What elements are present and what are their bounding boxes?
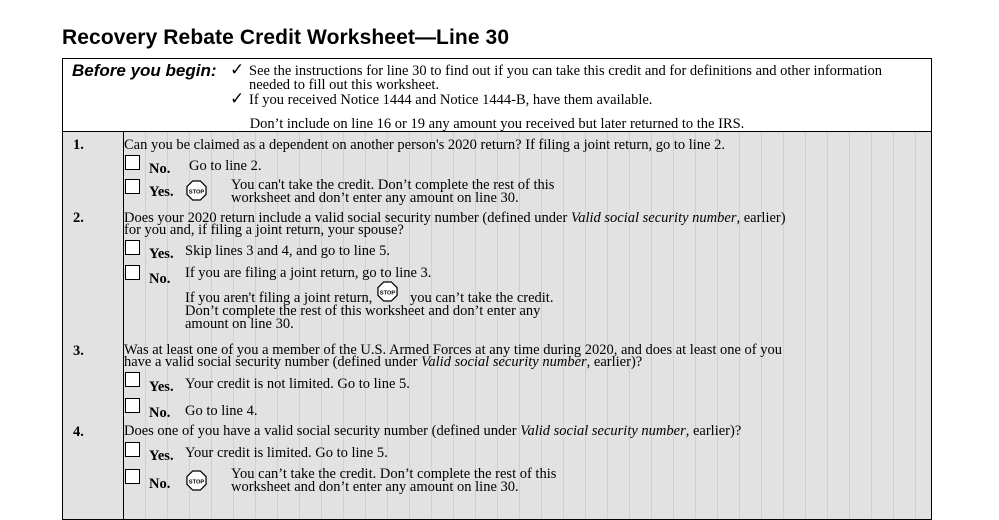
line-3-yes-checkbox[interactable] — [125, 372, 140, 387]
line-4-yes-checkbox[interactable] — [125, 442, 140, 457]
checkmark-icon: ✓ — [230, 60, 245, 80]
before-check1-line1: See the instructions for line 30 to find out if you can take this credit and for definitions and other information — [249, 63, 883, 79]
line-4-yes-text: Your credit is limited. Go to line 5. — [185, 445, 388, 461]
line-2-yes-checkbox[interactable] — [125, 240, 140, 255]
line-3-yes-text: Your credit is not limited. Go to line 5. — [185, 376, 410, 392]
before-check1-line2: needed to fill out this worksheet. — [249, 77, 440, 93]
line-1-no-label: No. — [149, 161, 171, 177]
line-2-no-checkbox[interactable] — [125, 265, 140, 280]
line-4-yes-label: Yes. — [149, 448, 174, 464]
line-3-number: 3. — [73, 343, 84, 359]
line-3-question2: have a valid social security number (defined under Valid social security number, earlier)? — [124, 354, 643, 370]
line-1-yes-text1: You can't take the credit. Don’t complete the rest of this — [231, 177, 555, 193]
line-3-no-checkbox[interactable] — [125, 398, 140, 413]
line-4-no-checkbox[interactable] — [125, 469, 140, 484]
line-2-no-text: If you are filing a joint return, go to line 3. — [185, 265, 432, 281]
line-1-number: 1. — [73, 137, 84, 153]
stop-sign-icon — [377, 281, 398, 302]
line-2-number: 2. — [73, 210, 84, 226]
line-2-yes-text: Skip lines 3 and 4, and go to line 5. — [185, 243, 390, 259]
svg-text:STOP: STOP — [188, 189, 205, 196]
line-2-question1: Does your 2020 return include a valid social security number (defined under Valid social security number, earlier) — [124, 210, 786, 226]
line-1-no-text: Go to line 2. — [189, 158, 262, 174]
before-you-begin-label: Before you begin: — [72, 61, 217, 80]
line-2-yes-label: Yes. — [149, 246, 174, 262]
line-3-yes-label: Yes. — [149, 379, 174, 395]
before-note: Don’t include on line 16 or 19 any amount you received but later returned to the IRS. — [249, 116, 745, 132]
worksheet-title: Recovery Rebate Credit Worksheet—Line 30 — [62, 26, 510, 49]
worksheet-panel — [62, 58, 932, 520]
line-3-question1: Was at least one of you a member of the U.S. Armed Forces at any time during 2020, and does at least one of you — [124, 342, 783, 358]
before-you-begin-box — [63, 59, 931, 132]
line-2-question2: for you and, if filing a joint return, your spouse? — [124, 222, 404, 238]
line-2-no-label: No. — [149, 271, 171, 287]
line-4-no-label: No. — [149, 476, 171, 492]
before-check2: If you received Notice 1444 and Notice 1444-B, have them available. — [249, 92, 653, 108]
line-2-no-text4: amount on line 30. — [185, 316, 294, 332]
line-1-yes-checkbox[interactable] — [125, 179, 140, 194]
svg-text:STOP: STOP — [379, 290, 396, 297]
line-1-yes-text2: worksheet and don’t enter any amount on line 30. — [231, 190, 519, 206]
line-4-question: Does one of you have a valid social security number (defined under Valid social security number, earlier)? — [124, 423, 742, 439]
line-number-column — [63, 132, 124, 519]
line-4-no-text1: You can’t take the credit. Don’t complete the rest of this — [231, 466, 557, 482]
stop-sign-icon — [186, 180, 207, 201]
line-2-no-text2a: If you aren't filing a joint return, — [185, 290, 373, 306]
line-3-no-text: Go to line 4. — [185, 403, 258, 419]
line-3-no-label: No. — [149, 405, 171, 421]
checkmark-icon: ✓ — [230, 89, 245, 109]
stop-sign-icon — [186, 470, 207, 491]
line-1-yes-label: Yes. — [149, 184, 174, 200]
line-2-no-text2b: you can’t take the credit. — [410, 290, 554, 306]
line-4-no-text2: worksheet and don’t enter any amount on line 30. — [231, 479, 519, 495]
svg-text:STOP: STOP — [188, 479, 205, 486]
worksheet-lines — [63, 132, 931, 519]
line-1-no-checkbox[interactable] — [125, 155, 140, 170]
line-2-no-text3: Don’t complete the rest of this worksheet and don’t enter any — [185, 303, 541, 319]
line-1-question: Can you be claimed as a dependent on another person's 2020 return? If filing a joint return, go to line 2. — [124, 137, 725, 153]
line-4-number: 4. — [73, 424, 84, 440]
